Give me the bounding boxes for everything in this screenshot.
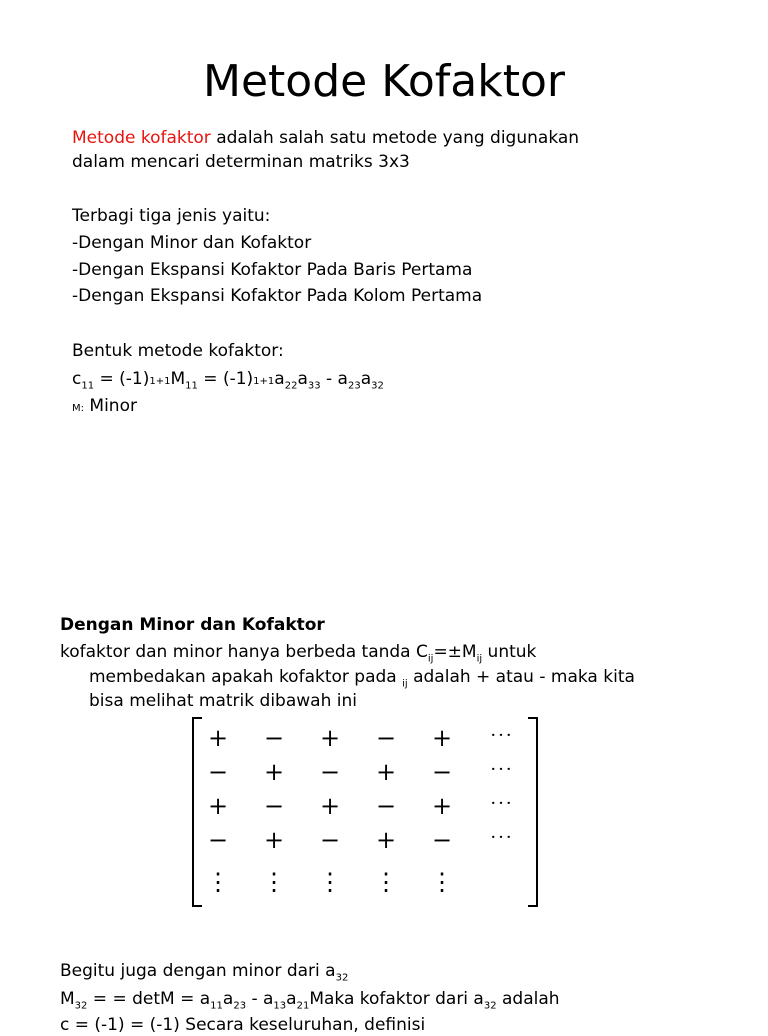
- matrix-cell: −: [319, 758, 341, 786]
- determinant-line: $M_{32}$ = = $\det M = a_{11}a_{23}$ - $a_{13}a_{21}Maka$ kofaktor dari $a_{32}$ adalah: [60, 989, 560, 1012]
- intro-line-1: [72, 127, 579, 149]
- matrix-cell: +: [207, 792, 229, 820]
- minor-line: Begitu juga dengan minor dari $a_{32}$: [60, 961, 349, 984]
- para-line-2: membedakan apakah kofaktor pada $_{ij}$ adalah + atau - maka kita: [89, 667, 635, 690]
- matrix-cell-ellipsis: ···: [490, 759, 514, 780]
- type-item-2: -Dengan Ekspansi Kofaktor Pada Baris Pertama: [72, 260, 473, 280]
- matrix-cell: +: [263, 826, 285, 854]
- section-heading: Dengan Minor dan Kofaktor: [60, 615, 325, 635]
- matrix-cell: +: [263, 758, 285, 786]
- legend-text: Minor: [84, 396, 137, 416]
- type-item-3: -Dengan Ekspansi Kofaktor Pada Kolom Pertama: [72, 286, 483, 306]
- matrix-cell-vdots: ⋮: [206, 868, 230, 896]
- matrix-cell-vdots: ⋮: [262, 868, 286, 896]
- matrix-cell: +: [431, 724, 453, 752]
- intro-rest: adalah salah satu metode yang digunakan: [210, 128, 580, 148]
- matrix-cell: +: [207, 724, 229, 752]
- cutoff-line: c = (-1) = (-1) Secara keseluruhan, definisi: [60, 1015, 426, 1035]
- intro-line-2: dalam mencari determinan matriks 3x3: [72, 152, 410, 172]
- matrix-cell: −: [319, 826, 341, 854]
- type-item-1: -Dengan Minor dan Kofaktor: [72, 233, 312, 253]
- matrix-cell: −: [431, 826, 453, 854]
- matrix-cell: +: [431, 792, 453, 820]
- intro-highlight: Metode kofaktor: [72, 128, 211, 148]
- matrix-cell: −: [375, 792, 397, 820]
- matrix-cell: +: [375, 758, 397, 786]
- matrix-cell: −: [263, 792, 285, 820]
- cofactor-formula: $c_{11} = (-1)1+1M_{11} = (-1)1+1a_{22}a_{33} - a_{23}a_{32}$: [72, 369, 384, 392]
- types-heading: Terbagi tiga jenis yaitu:: [72, 206, 271, 226]
- sign-matrix: [190, 716, 540, 908]
- matrix-cell: +: [375, 826, 397, 854]
- matrix-cell: −: [207, 826, 229, 854]
- legend-label: M:: [72, 403, 84, 414]
- matrix-cell: −: [207, 758, 229, 786]
- para-line-3: bisa melihat matrik dibawah ini: [89, 691, 357, 711]
- matrix-cell-vdots: ⋮: [374, 868, 398, 896]
- matrix-cell: +: [319, 724, 341, 752]
- matrix-cell: −: [431, 758, 453, 786]
- matrix-cell-ellipsis: ···: [490, 827, 514, 848]
- matrix-cell: −: [375, 724, 397, 752]
- matrix-cell-ellipsis: ···: [490, 725, 514, 746]
- matrix-cell: −: [263, 724, 285, 752]
- matrix-cell-ellipsis: ···: [490, 793, 514, 814]
- page-title: Metode Kofaktor: [203, 56, 565, 107]
- minor-legend: [72, 395, 137, 420]
- matrix-cell-vdots: ⋮: [318, 868, 342, 896]
- matrix-cell-vdots: ⋮: [430, 868, 454, 896]
- form-heading: Bentuk metode kofaktor:: [72, 341, 284, 361]
- matrix-cell: +: [319, 792, 341, 820]
- para-line-1: kofaktor dan minor hanya berbeda tanda $C_{ij}=\pm M_{ij}$ untuk: [60, 642, 537, 665]
